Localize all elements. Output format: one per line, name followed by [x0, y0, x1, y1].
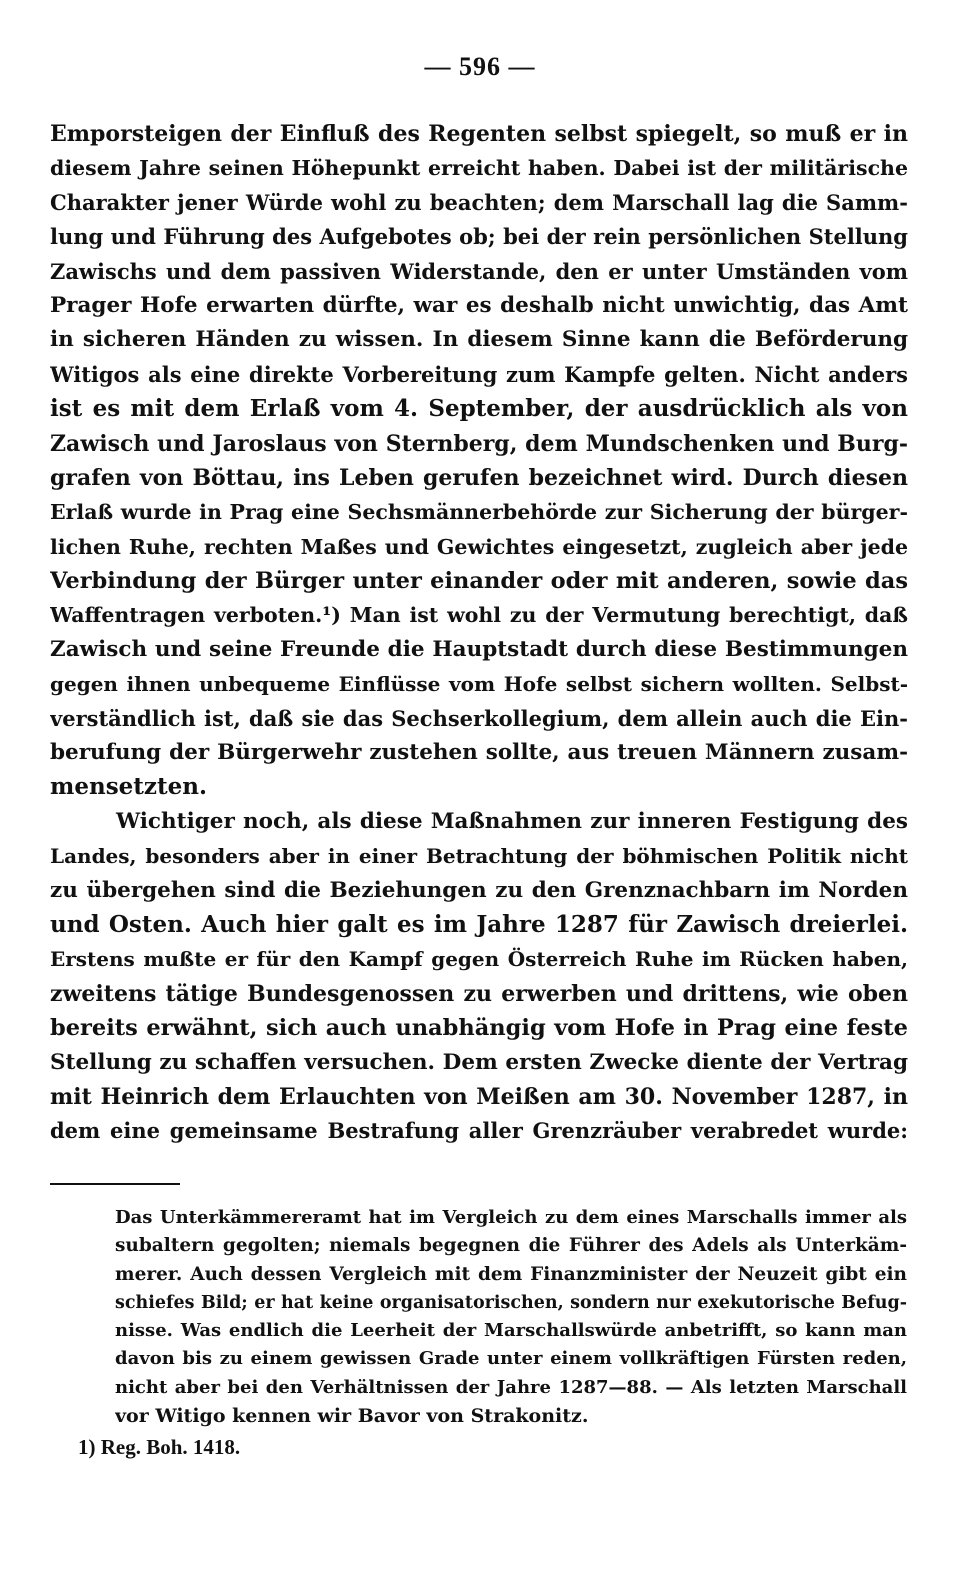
text-line: lung und Führung des Aufgebotes ob; bei der rein persönlichen Stellung	[50, 224, 908, 250]
text-line: verständlich ist, daß sie das Sechserkollegium, dem allein auch die Ein-	[50, 705, 908, 731]
text-line: diesem Jahre seinen Höhepunkt erreicht haben. Dabei ist der militärische	[50, 156, 908, 181]
text-line: Zawisch und seine Freunde die Hauptstadt durch diese Bestimmungen	[50, 636, 908, 662]
text-line: Wichtiger noch, als diese Maßnahmen zur inneren Festigung des	[116, 808, 908, 834]
text-line: zu übergehen sind die Beziehungen zu den Grenznachbarn im Norden	[50, 877, 908, 903]
text-line: Zawischs und dem passiven Widerstande, den er unter Umständen vom	[50, 258, 908, 284]
text-line: Stellung zu schaffen versuchen. Dem ersten Zwecke diente der Vertrag	[50, 1049, 908, 1075]
text-line: lichen Ruhe, rechten Maßes und Gewichtes eingesetzt, zugleich aber jede	[50, 534, 908, 559]
note-line: nicht aber bei den Verhältnissen der Jahre 1287—88. — Als letzten Marschall	[115, 1376, 907, 1398]
page-number: — 596 —	[424, 52, 536, 81]
text-line: dem eine gemeinsame Bestrafung aller Grenzräuber verabredet wurde:	[50, 1118, 908, 1144]
note-line: davon bis zu einem gewissen Grade unter einem vollkräftigen Fürsten reden,	[115, 1348, 907, 1370]
text-line: mit Heinrich dem Erlauchten von Meißen am 30. November 1287, in	[50, 1083, 908, 1110]
text-line: berufung der Bürgerwehr zustehen sollte, aus treuen Männern zusam-	[50, 740, 908, 766]
footnote-block	[115, 1204, 907, 1430]
note-line: Das Unterkämmereramt hat im Vergleich zu dem eines Marschalls immer als	[115, 1207, 907, 1228]
note-line: vor Witigo kennen wir Bavor von Strakonitz.	[115, 1405, 589, 1428]
note-line: merer. Auch dessen Vergleich mit dem Finanzminister der Neuzeit gibt ein	[115, 1263, 907, 1285]
text-line: Erlaß wurde in Prag eine Sechsmännerbehörde zur Sicherung der bürger-	[50, 500, 908, 525]
text-line: Prager Hofe erwarten dürfte, war es deshalb nicht unwichtig, das Amt	[50, 292, 908, 318]
body-text	[50, 117, 908, 1149]
text-line: Landes, besonders aber in einer Betrachtung der böhmischen Politik nicht	[50, 844, 908, 869]
text-line: Zawisch und Jaroslaus von Sternberg, dem Mundschenken und Burg-	[50, 430, 908, 457]
text-line: bereits erwähnt, sich auch unabhängig vom Hofe in Prag eine feste	[50, 1015, 908, 1042]
text-line: Erstens mußte er für den Kampf gegen Österreich Ruhe im Rücken haben,	[50, 947, 908, 972]
note-line: nisse. Was endlich die Leerheit der Marschallswürde anbetrifft, so kann man	[115, 1320, 907, 1342]
text-line: Witigos als eine direkte Vorbereitung zum Kampfe gelten. Nicht anders	[50, 361, 908, 387]
text-line: Waffentragen verboten.¹) Man ist wohl zu der Vermutung berechtigt, daß	[50, 603, 908, 628]
text-line: Verbindung der Bürger unter einander oder mit anderen, sowie das	[50, 568, 908, 595]
text-line: und Osten. Auch hier galt es im Jahre 1287 für Zawisch dreierlei.	[50, 910, 908, 938]
text-line: mensetzten.	[50, 773, 207, 801]
text-line: Emporsteigen der Einfluß des Regenten selbst spiegelt, so muß er in	[50, 121, 908, 147]
note-line: schiefes Bild; er hat keine organisatorischen, sondern nur exekutorische Befug-	[115, 1292, 907, 1313]
text-line: ist es mit dem Erlaß vom 4. September, der ausdrücklich als von	[50, 395, 908, 423]
text-line: in sicheren Händen zu wissen. In diesem Sinne kann die Beförderung	[50, 327, 908, 353]
text-line: gegen ihnen unbequeme Einflüsse vom Hofe selbst sichern wollten. Selbst-	[50, 672, 908, 697]
footnote-divider	[50, 1183, 180, 1185]
note-line: subaltern gegolten; niemals begegnen die Führer des Adels als Unterkäm-	[115, 1235, 907, 1257]
footnote-reference: 1) Reg. Boh. 1418.	[78, 1435, 241, 1459]
text-line: grafen von Böttau, ins Leben gerufen bezeichnet wird. Durch diesen	[50, 464, 908, 491]
text-line: Charakter jener Würde wohl zu beachten; dem Marschall lag die Samm-	[50, 189, 908, 215]
text-line: zweitens tätige Bundesgenossen zu erwerben und drittens, wie oben	[50, 980, 908, 1007]
